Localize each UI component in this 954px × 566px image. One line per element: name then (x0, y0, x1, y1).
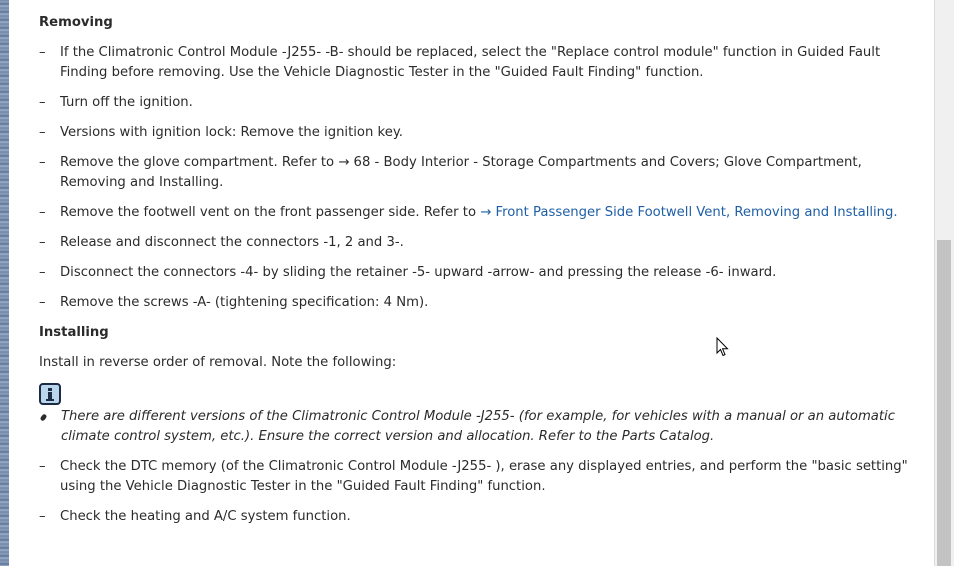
installing-step (39, 457, 924, 497)
heading-removing: Removing (39, 15, 113, 30)
step-text: Check the heating and A/C system function. (60, 509, 351, 524)
step-text: Remove the glove compartment. Refer to → 68 - Body Interior - Storage Compartments and Covers; Glove Compartment, Removing and Installing. (60, 155, 862, 190)
step-text-prefix: Remove the footwell vent on the front passenger side. Refer to (60, 205, 481, 220)
installing-step (39, 507, 924, 527)
step-dash: – (39, 205, 46, 220)
installing-intro: Install in reverse order of removal. Note the following: (39, 355, 397, 370)
step-dash: – (39, 95, 46, 110)
step-text: Disconnect the connectors -4- by sliding the retainer -5- upward -arrow- and pressing the release -6- inward. (60, 265, 777, 280)
note-text: There are different versions of the Climatronic Control Module -J255- (for example, for vehicles with a manual or an automatic climate control system, etc.). Ensure the correct version and allocation. Refer to the Parts Catalog. (61, 409, 895, 444)
step-text: Turn off the ignition. (60, 95, 193, 110)
step-dash: – (39, 125, 46, 140)
step-dash: – (39, 155, 46, 170)
removing-step (39, 43, 924, 83)
removing-step (39, 203, 924, 223)
footwell-vent-link[interactable]: → Front Passenger Side Footwell Vent, Removing and Installing. (480, 205, 898, 220)
heading-installing: Installing (39, 325, 109, 340)
step-text: Versions with ignition lock: Remove the ignition key. (60, 125, 403, 140)
step-dash: – (39, 459, 46, 474)
removing-step (39, 123, 924, 143)
removing-step (39, 153, 924, 193)
window-left-border (0, 0, 9, 566)
mouse-pointer-icon (716, 337, 730, 357)
step-text: Release and disconnect the connectors -1, 2 and 3-. (60, 235, 404, 250)
removing-step (39, 263, 924, 283)
scrollbar-thumb[interactable] (937, 240, 951, 566)
step-text: If the Climatronic Control Module -J255- -B- should be replaced, select the "Replace control module" function in Guided Fault Finding before removing. Use the Vehicle Diagnostic Tester in the "Guided Fault Finding" function. (60, 45, 881, 80)
step-dash: – (39, 295, 46, 310)
step-dash: – (39, 265, 46, 280)
removing-step (39, 93, 924, 113)
step-dash: – (39, 509, 46, 524)
info-icon (39, 383, 61, 405)
step-text: Remove the screws -A- (tightening specification: 4 Nm). (60, 295, 429, 310)
note-bullet-icon (40, 413, 47, 421)
note-item (39, 407, 924, 447)
removing-step (39, 233, 924, 253)
removing-step (39, 293, 924, 313)
step-dash: – (39, 235, 46, 250)
step-dash: – (39, 45, 46, 60)
step-text (60, 203, 924, 223)
step-text: Check the DTC memory (of the Climatronic Control Module -J255- ), erase any displayed entries, and perform the "basic setting" using the Vehicle Diagnostic Tester in the "Guided Fault Finding" function. (60, 459, 908, 494)
